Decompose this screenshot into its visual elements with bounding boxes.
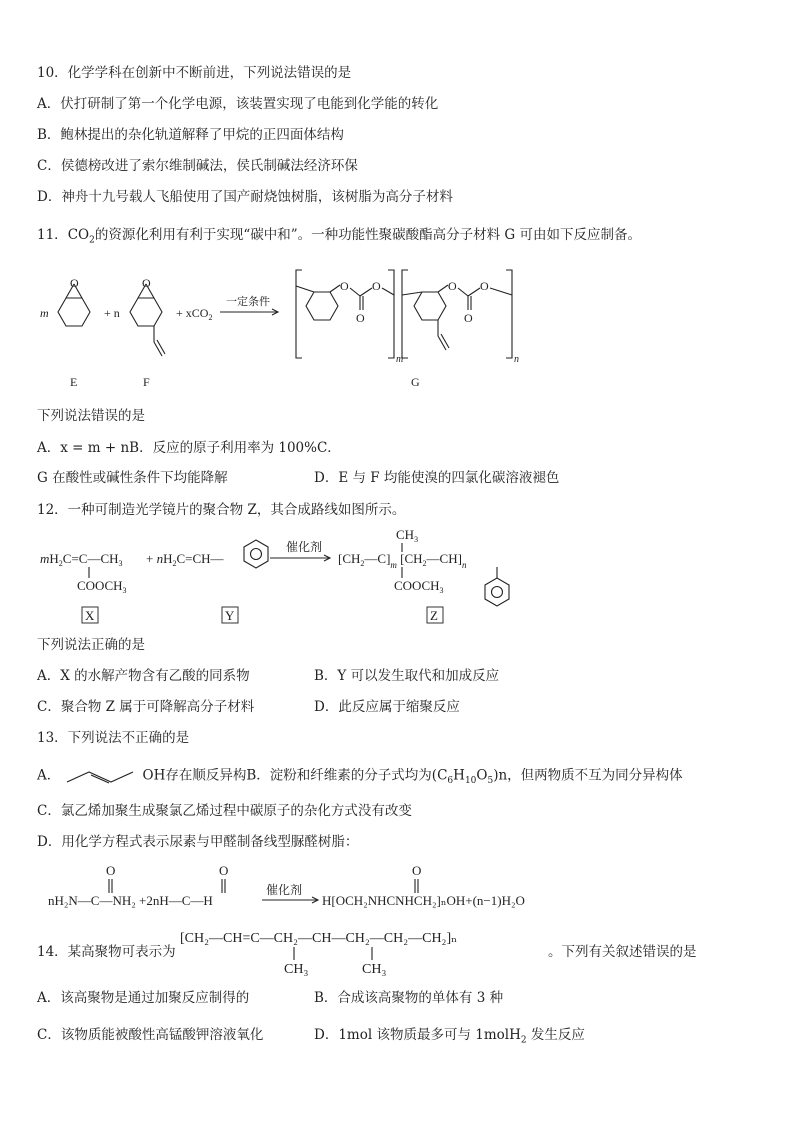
q11-label-f: F	[143, 375, 150, 389]
q12-stem: 12．一种可制造光学镜片的聚合物 Z，其合成路线如图所示。	[37, 502, 406, 518]
q10-option-d: D．神舟十九号载人飞船使用了国产耐烧蚀树脂，该树脂为高分子材料	[37, 189, 453, 205]
q11-label-g: G	[411, 375, 420, 389]
q12-x-formula: $mH_2C=C—CH_3$	[40, 551, 123, 568]
q14-stem-post: 。下列有关叙述错误的是	[548, 944, 697, 960]
q12-catalyst: 催化剂	[286, 540, 323, 554]
q12-x-ester: $COOCH_3$	[77, 578, 127, 595]
q14-ch3-a: CH₃	[284, 962, 309, 977]
q13-eq-left: nH₂N—C—NH₂ +2nH—C—H	[48, 893, 213, 908]
q10-option-c: C．侯德榜改进了索尔维制碱法，侯氏制碱法经济环保	[37, 158, 358, 174]
q11-o6: O	[464, 311, 473, 325]
q10-option-a: A．伏打研制了第一个化学电源，该装置实现了电能到化学能的转化	[37, 96, 439, 112]
q14-stem-pre: 14．某高聚物可表示为	[37, 944, 176, 960]
q12-option-a: A．X 的水解产物含有乙酸的同系物	[37, 668, 250, 684]
q13-catalyst: 催化剂	[266, 883, 303, 897]
q14-option-a: A．该高聚物是通过加聚反应制得的	[37, 990, 250, 1006]
q13-o-formaldehyde: O	[219, 863, 229, 878]
q12-z-ch3: $CH_3$	[396, 527, 419, 544]
q12-z-chain: $[CH_2—C]_m$ $[CH_2—CH]_n$	[338, 551, 467, 570]
q11-o-e: O	[70, 276, 79, 290]
q11-ask: 下列说法错误的是	[37, 408, 145, 424]
q11-stem: 11．$CO_2$的资源化利用有利于实现“碳中和”。一种功能性聚碳酸酯高分子材料 G 可由如下反应制备。	[37, 227, 641, 246]
q10-option-b: B．鲍林提出的杂化轨道解释了甲烷的正四面体结构	[37, 127, 344, 143]
q14-option-d: D．1mol 该物质最多可与 1molH$_2$ 发生反应	[314, 1027, 585, 1046]
q14-polymer-chain: [CH₂—CH=C—CH₂—CH—CH₂—CH₂—CH₂]ₙ	[180, 931, 458, 946]
q12-box-z: Z	[430, 608, 438, 623]
q11-plus-n: + n	[104, 306, 120, 320]
q11-plus-xco2: + xCO$_2$	[176, 306, 213, 322]
q11-sub-m: m	[396, 354, 404, 365]
q11-coef-m: m	[40, 306, 49, 320]
q14-option-c: C．该物质能被酸性高锰酸钾溶液氧化	[37, 1027, 264, 1043]
q10-stem: 10．化学学科在创新中不断前进，下列说法错误的是	[37, 65, 352, 81]
q12-option-c: C．聚合物 Z 属于可降解高分子材料	[37, 699, 255, 715]
q12-y-formula: + $nH_2C=CH—$	[146, 551, 224, 568]
q11-o4: O	[448, 279, 457, 293]
q11-o1: O	[340, 279, 349, 293]
q11-o-f: O	[142, 276, 151, 290]
q11-label-e: E	[70, 375, 78, 389]
q12-ask: 下列说法正确的是	[37, 637, 145, 653]
q13-eq-right: H[OCH₂NHCNHCH₂]ₙOH+(n−1)H₂O	[322, 893, 525, 908]
q11-o5: O	[480, 279, 489, 293]
q12-z-ester: $COOCH_3$	[394, 578, 444, 595]
q11-option-d: D．E 与 F 均能使溴的四氯化碳溶液褪色	[314, 470, 560, 486]
q11-option-c: G 在酸性或碱性条件下均能降解	[37, 470, 228, 486]
q11-option-a: A．x = m + nB．反应的原子利用率为 100%C．	[37, 440, 341, 456]
q11-sub-n: n	[514, 354, 519, 365]
q13-o-product: O	[412, 863, 422, 878]
q13-stem: 13．下列说法不正确的是	[37, 730, 190, 746]
q13-option-c: C．氯乙烯加聚生成聚氯乙烯过程中碳原子的杂化方式没有改变	[37, 803, 412, 819]
q12-box-x: X	[85, 608, 95, 623]
q11-condition: 一定条件	[226, 296, 270, 308]
q12-option-b: B．Y 可以发生取代和加成反应	[314, 668, 500, 684]
q12-option-d: D．此反应属于缩聚反应	[314, 699, 460, 715]
q13-o-urea: O	[106, 863, 116, 878]
q11-o2: O	[372, 279, 381, 293]
q14-option-b: B．合成该高聚物的单体有 3 种	[314, 990, 504, 1006]
q13-option-a: A． OH存在顺反异构B．淀粉和纤维素的分子式均为$(C_6H_{10}O_5)n$，但两物质不互为同分异构体	[37, 767, 683, 787]
q12-box-y: Y	[225, 608, 235, 623]
q11-o3: O	[356, 311, 365, 325]
q13-option-d: D．用化学方程式表示尿素与甲醛制备线型脲醛树脂：	[37, 834, 359, 850]
q14-ch3-b: CH₃	[362, 962, 387, 977]
